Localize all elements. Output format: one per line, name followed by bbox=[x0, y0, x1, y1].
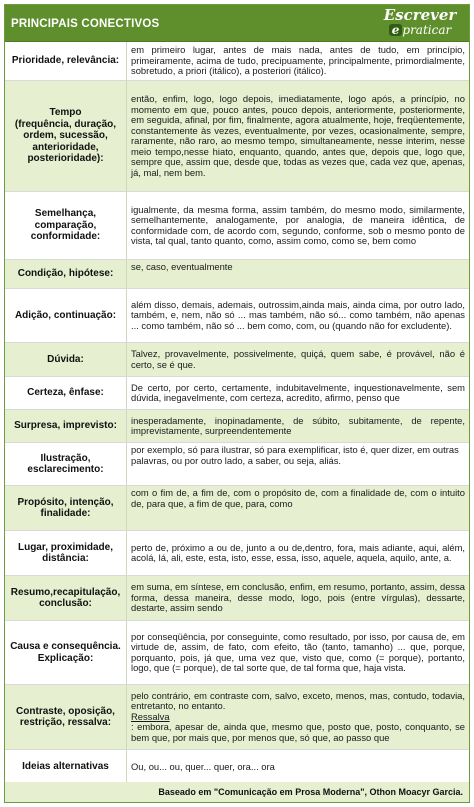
category-label: Propósito, intenção, finalidade: bbox=[5, 486, 127, 530]
category-label: Ideias alternativas bbox=[5, 750, 127, 784]
connectives-line: inesperadamente, inopinadamente, de súbito, subitamente, de repente, imprevistamente, surpreendentemente bbox=[131, 414, 465, 436]
category-label: Adição, continuação: bbox=[5, 289, 127, 342]
connectives-text bbox=[127, 531, 469, 575]
connectives-line: De certo, por certo, certamente, indubitavelmente, inquestionavelmente, sem dúvida, inegavelmente, com certeza, acredito, afirmo, penso que bbox=[131, 381, 465, 403]
connectives-text bbox=[127, 260, 469, 288]
table-row bbox=[5, 192, 469, 260]
table-row bbox=[5, 377, 469, 410]
connectives-line: então, enfim, logo, logo depois, imediatamente, logo após, a princípio, no momento em que, pouco antes, pouco depois, anteriormente, posteriormente, em seguida, afinal, por fim, finalmente, agora atualmente, hoje, freqüentemente, constantemente às vezes, eventualmente, por vezes, ocasionalmente, sempre, raramente, não raro, ao mesmo tempo, simultaneamente, nesse interim, nesse meio tempo,nesse hiato, enquanto, quando, antes que, depois que, logo que, sempre que, assim que, desde que, todas as vezes que, cada vez que, apenas, já, mal, nem bem. bbox=[131, 93, 465, 178]
logo-line2 bbox=[379, 24, 461, 36]
connectives-line: igualmente, da mesma forma, assim também, do mesmo modo, similarmente, semelhantemente, analogamente, por analogia, de maneira idêntica, de conformidade com, de acordo com, segundo, conforme, sob o mesmo ponto de vista, tal qual, tanto quanto, como, assim como, como se, bem como bbox=[131, 203, 465, 246]
connectives-line: por conseqüência, por conseguinte, como resultado, por isso, por causa de, em virtude de, assim, de fato, com efeito, tão (tanto, tamanho) ... que, porque, porquanto, pois, já que, uma vez que, visto que, como (= porque), portanto, logo, que (= porque), de tal sorte que, de tal forma que, haja vista. bbox=[131, 630, 465, 673]
connectives-text bbox=[127, 192, 469, 259]
connectives-text bbox=[127, 621, 469, 684]
category-label: Lugar, proximidade, distância: bbox=[5, 531, 127, 575]
connectives-text bbox=[127, 42, 469, 80]
table-row bbox=[5, 260, 469, 289]
table-row bbox=[5, 621, 469, 685]
table-row bbox=[5, 289, 469, 343]
connectives-text bbox=[127, 685, 469, 749]
page-title: PRINCIPAIS CONECTIVOS bbox=[11, 18, 160, 30]
connectives-text bbox=[127, 410, 469, 442]
table-row bbox=[5, 685, 469, 750]
connectives-line: em primeiro lugar, antes de mais nada, antes de tudo, em princípio, primeiramente, acima de tudo, precipuamente, principalmente, primordialmente, sobretudo, a priori (itálico), a posteriori (itálico). bbox=[131, 44, 465, 77]
table-row bbox=[5, 750, 469, 785]
source-credit: Baseado em "Comunicação em Prosa Moderna", Othon Moacyr Garcia. bbox=[5, 782, 469, 802]
connectives-line: palavras, ou por outro lado, a saber, ou seja, aliás. bbox=[131, 454, 342, 466]
table-row bbox=[5, 486, 469, 531]
category-label: Tempo (frequência, duração, ordem, sucessão, anterioridade, posterioridade): bbox=[5, 81, 127, 191]
connectives-line: perto de, próximo a ou de, junto a ou de,dentro, fora, mais adiante, aqui, além, acolá, lá, ali, este, esta, isto, esse, essa, isso, aquele, aquela, aquilo, ante, a. bbox=[131, 541, 465, 563]
connectives-text bbox=[127, 443, 469, 485]
header-bar bbox=[5, 5, 469, 42]
connectives-line: se, caso, eventualmente bbox=[131, 261, 233, 272]
connectives-line: por exemplo, só para ilustrar, só para exemplificar, isto é, quer dizer, em outras bbox=[131, 444, 459, 455]
connectives-line: Talvez, provavelmente, possivelmente, quiçá, quem sabe, é provável, não é certo, se é que. bbox=[131, 348, 465, 370]
ressalva-label: Ressalva bbox=[131, 710, 170, 722]
connectives-line: Ou, ou... ou, quer... quer, ora... ora bbox=[131, 760, 275, 772]
connectives-line: em suma, em síntese, em conclusão, enfim, em resumo, portanto, assim, dessa forma, dessa maneira, desse modo, logo, pois (entre vírgulas), dessarte, destarte, assim sendo bbox=[131, 581, 465, 614]
category-label: Semelhança, comparação, conformidade: bbox=[5, 192, 127, 259]
connectives-table bbox=[5, 42, 469, 785]
category-label: Certeza, ênfase: bbox=[5, 377, 127, 409]
connectives-text bbox=[127, 343, 469, 376]
table-row bbox=[5, 42, 469, 81]
ressalva-line bbox=[131, 712, 465, 744]
category-label: Dúvida: bbox=[5, 343, 127, 376]
connectives-line: com o fim de, a fim de, com o propósito de, com a finalidade de, com o intuito de, para que, a fim de que, para, como bbox=[131, 487, 465, 509]
category-label: Contraste, oposição, restrição, ressalva: bbox=[5, 685, 127, 749]
connectives-sheet bbox=[4, 4, 470, 803]
category-label: Ilustração, esclarecimento: bbox=[5, 443, 127, 485]
table-row bbox=[5, 410, 469, 443]
category-label: Resumo,recapitulação, conclusão: bbox=[5, 576, 127, 620]
connectives-text bbox=[127, 81, 469, 191]
table-row bbox=[5, 443, 469, 486]
connectives-text bbox=[127, 289, 469, 342]
logo-line1: Escrever bbox=[383, 6, 457, 24]
connectives-text bbox=[127, 377, 469, 409]
category-label: Prioridade, relevância: bbox=[5, 42, 127, 80]
table-row bbox=[5, 576, 469, 621]
table-row bbox=[5, 343, 469, 377]
category-label: Surpresa, imprevisto: bbox=[5, 410, 127, 442]
connectives-text bbox=[127, 750, 469, 784]
table-row bbox=[5, 531, 469, 576]
connectives-line: além disso, demais, ademais, outrossim,ainda mais, ainda cima, por outro lado, também, e, nem, não só ... mas também, não só... como também, não apenas ... como também, não só ... bem como, com, ou (quando não for excludente). bbox=[131, 298, 465, 331]
connectives-text bbox=[127, 576, 469, 620]
escrever-praticar-logo bbox=[379, 8, 461, 38]
category-label: Condição, hipótese: bbox=[5, 260, 127, 288]
category-label: Causa e consequência. Explicação: bbox=[5, 621, 127, 684]
ressalva-text: : embora, apesar de, ainda que, mesmo que, posto que, posto, conquanto, se bem que, por mais que, por menos que, só que, ao passo que bbox=[131, 721, 465, 743]
logo-line2-rest: praticar bbox=[402, 23, 452, 37]
connectives-line: pelo contrário, em contraste com, salvo, exceto, menos, mas, contudo, todavia, entretanto, no entanto. bbox=[131, 689, 465, 712]
logo-e-badge: e bbox=[389, 24, 403, 36]
connectives-text bbox=[127, 486, 469, 530]
table-row bbox=[5, 81, 469, 192]
